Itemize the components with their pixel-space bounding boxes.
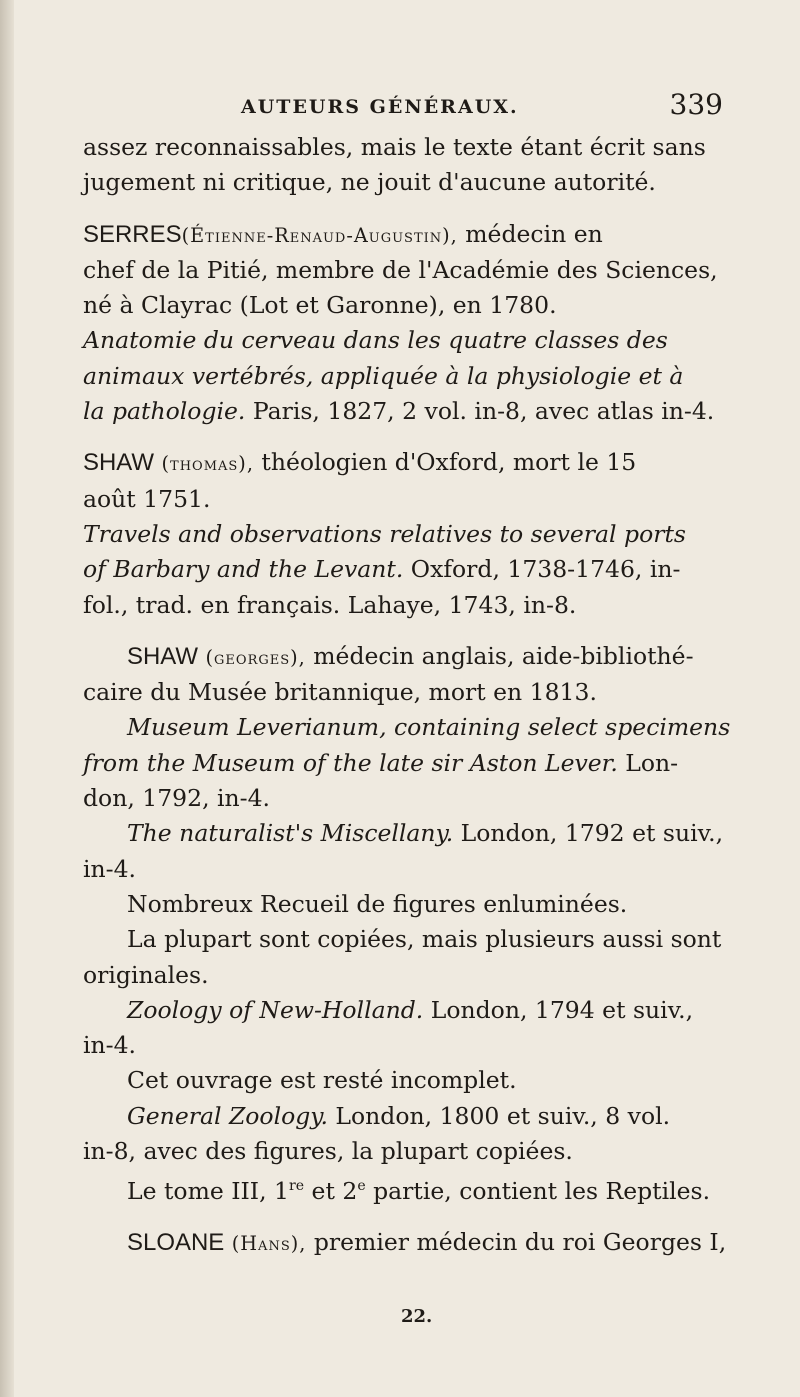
text-line: La plupart sont copiées, mais plusieurs aussi sont (127, 925, 722, 954)
text-line: Nombreux Recueil de figures enluminées. (127, 889, 628, 918)
superscript: e (357, 1178, 366, 1195)
text-span: et 2 (304, 1177, 358, 1206)
text-line: in-4. (83, 1031, 137, 1060)
text-span: London, 1800 et suiv., 8 vol. (327, 1101, 671, 1130)
text-span: partie, contient les Reptiles. (365, 1177, 711, 1206)
entry-sloane-heading (83, 1225, 753, 1261)
author-name: SHAW (83, 449, 155, 477)
text-line: in-8, avec des figures, la plupart copiées. (83, 1137, 573, 1166)
text-line (83, 993, 753, 1028)
entry-shaw-thomas-heading (83, 445, 753, 481)
text-span: Paris, 1827, 2 vol. in-8, avec atlas in-4. (245, 397, 715, 426)
author-name: SLOANE (127, 1229, 225, 1257)
text-span: Oxford, 1738-1746, in- (403, 555, 681, 584)
text-line: août 1751. (83, 484, 211, 513)
text-line: caire du Musée britannique, mort en 1813. (83, 678, 597, 707)
text-span: London, 1794 et suiv., (423, 995, 694, 1024)
book-title: General Zoology. (127, 1101, 328, 1130)
author-name: SHAW (127, 642, 199, 670)
text-line: originales. (83, 960, 209, 989)
author-given-names: (thomas), (161, 452, 254, 476)
text-span: London, 1792 et suiv., (453, 819, 724, 848)
text-span: Le tome III, 1 (127, 1177, 289, 1206)
text-span: médecin anglais, aide-bibliothé- (305, 641, 694, 670)
author-given-names: (georges), (205, 645, 306, 669)
text-line (83, 552, 753, 587)
text-line: né à Clayrac (Lot et Garonne), en 1780. (83, 291, 557, 320)
entry-serres-heading (83, 217, 753, 253)
text-span: médecin en (457, 219, 603, 248)
text-span: théologien d'Oxford, mort le 15 (253, 448, 637, 477)
page-header (83, 88, 773, 132)
text-line: Cet ouvrage est resté incomplet. (127, 1066, 517, 1095)
text-line (83, 394, 753, 429)
entry-shaw-georges-heading (83, 639, 753, 675)
book-title-line: Anatomie du cerveau dans les quatre classes des (83, 326, 668, 355)
author-given-names: (Hans), (231, 1232, 307, 1256)
book-binding-edge (0, 0, 14, 1397)
text-line (83, 1099, 753, 1134)
text-line (83, 1169, 753, 1209)
text-line: in-4. (83, 854, 137, 883)
book-title-line: Museum Leverianum, containing select specimens (127, 713, 731, 742)
book-title: of Barbary and the Levant. (83, 555, 404, 584)
text-line: assez reconnaissables, mais le texte étant écrit sans (83, 133, 706, 161)
text-line (83, 746, 753, 781)
book-title: The naturalist's Miscellany. (127, 819, 454, 848)
text-span: premier médecin du roi Georges I, (306, 1228, 727, 1257)
page-body (83, 130, 753, 1262)
book-title: from the Museum of the late sir Aston Lever. (83, 748, 618, 777)
text-line (83, 816, 753, 851)
book-title-line: animaux vertébrés, appliquée à la physiologie et à (83, 361, 684, 390)
signature-mark: 22. (401, 1306, 433, 1327)
author-given-names: (Étienne-Renaud-Augustin), (181, 223, 458, 247)
book-title: Zoology of New-Holland. (127, 995, 424, 1024)
text-line: jugement ni critique, ne jouit d'aucune autorité. (83, 168, 656, 197)
text-line: don, 1792, in-4. (83, 784, 271, 813)
text-line: fol., trad. en français. Lahaye, 1743, in-8. (83, 590, 577, 619)
book-title-line: Travels and observations relatives to several ports (83, 519, 686, 548)
page-number: 339 (669, 88, 723, 121)
book-title: la pathologie. (83, 397, 246, 426)
author-name: SERRES (83, 220, 182, 248)
superscript: re (288, 1178, 305, 1195)
text-span: Lon- (617, 748, 679, 777)
running-head: AUTEURS GÉNÉRAUX. (241, 96, 519, 118)
text-line: chef de la Pitié, membre de l'Académie des Sciences, (83, 255, 718, 284)
